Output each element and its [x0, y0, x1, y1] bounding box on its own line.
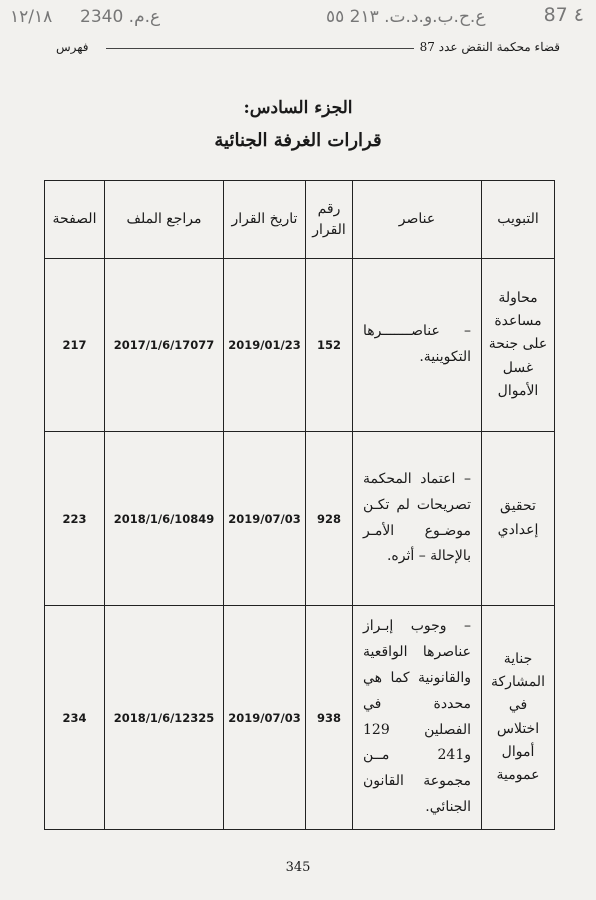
cell-page [45, 259, 105, 432]
decision-number: 938 [316, 710, 341, 725]
cell-elements: – اعتماد المحكمة تصريحات لم تكـن موضـوع الأمـر بالإحالة – أثره. [353, 432, 482, 606]
cell-page [45, 432, 105, 606]
file-reference: 2018/1/6/12325 [113, 710, 215, 725]
header-decision-date: تاريخ القرار [224, 181, 306, 259]
table-row [45, 606, 555, 830]
header-rule [106, 48, 414, 49]
index-label: فهرس [56, 40, 89, 54]
page-number: 345 [285, 860, 311, 875]
journal-title: قضاء محكمة النقض عدد 87 [419, 40, 560, 54]
page-ref: 223 [62, 511, 87, 526]
handwritten-note-mid-left: ع.م. 2340 [80, 7, 161, 27]
table-row [45, 432, 555, 606]
cell-decision-date [224, 259, 306, 432]
decisions-table [44, 180, 555, 830]
cell-decision-date [224, 432, 306, 606]
table-header-row [45, 181, 555, 259]
cell-decision-number [306, 432, 353, 606]
header-elements: عناصر [353, 181, 482, 259]
cell-page [45, 606, 105, 830]
header-file-reference: مراجع الملف [105, 181, 224, 259]
cell-decision-number [306, 259, 353, 432]
header-decision-number: رقم القرار [306, 181, 353, 259]
cell-file-reference [105, 432, 224, 606]
cell-decision-date [224, 606, 306, 830]
decision-number: 152 [316, 338, 341, 352]
cell-file-reference [105, 259, 224, 432]
cell-elements: – وجوب إبـراز عناصرها الواقعية والقانونية كما هي محددة في الفصلين 129 و241 مــن مجموعة القانون الجنائي. [353, 606, 482, 830]
file-reference: 2018/1/6/10849 [113, 511, 215, 526]
cell-decision-number [306, 606, 353, 830]
cell-section: جناية المشاركة في اختلاس أموال عمومية [482, 606, 555, 830]
file-reference: 2017/1/6/17077 [113, 338, 215, 352]
page-ref: 234 [62, 710, 87, 725]
header-section: التبويب [482, 181, 555, 259]
handwritten-annotations [8, 4, 588, 30]
header-page: الصفحة [45, 181, 105, 259]
cell-elements: – عناصـــــــرها التكوينية. [353, 259, 482, 432]
decision-date: 2019/01/23 [228, 338, 301, 352]
cell-section: محاولة مساعدة على جنحة غسل الأموال [482, 259, 555, 432]
cell-file-reference [105, 606, 224, 830]
handwritten-note-middle: ع.ح.ب.و.د.ت. 2١٣ ٥٥ [326, 7, 486, 27]
handwritten-note-left: ١٢/١٨ [10, 7, 53, 27]
chamber-title: قرارات الغرفة الجنائية [214, 130, 382, 151]
part-title: الجزء السادس: [243, 98, 353, 118]
decisions-table-container [44, 180, 554, 830]
handwritten-note-right: 87 ٤ [543, 4, 584, 26]
running-header [40, 40, 560, 60]
decision-date: 2019/07/03 [228, 511, 301, 526]
decision-number: 928 [316, 511, 341, 526]
page-ref: 217 [62, 338, 87, 352]
cell-section: تحقيق إعدادي [482, 432, 555, 606]
decision-date: 2019/07/03 [228, 710, 301, 725]
table-row [45, 259, 555, 432]
